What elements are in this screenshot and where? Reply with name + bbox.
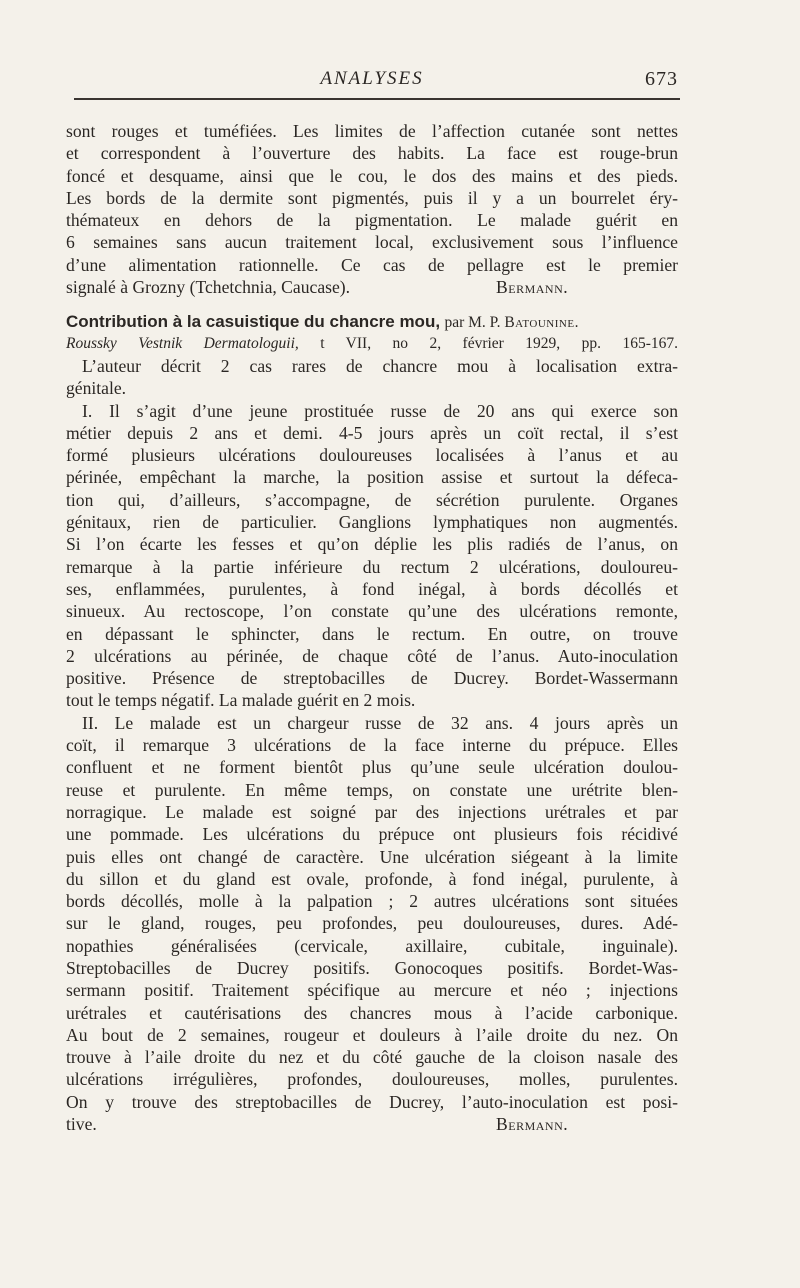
text-line: sont rouges et tuméfiées. Les limites de l’affection cutanée sont nettes (66, 121, 678, 141)
text-line: et correspondent à l’ouverture des habits. La face est rouge-brun (66, 143, 678, 164)
text-line: bords décollés, molle à la palpation ; 2 autres ulcérations sont situées (66, 891, 678, 912)
paragraph (66, 712, 678, 1113)
text-line: tion qui, d’ailleurs, s’accompagne, de sécrétion purulente. Organes (66, 489, 678, 510)
text-line: positive. Présence de streptobacilles de Ducrey. Bordet-Wassermann (66, 668, 678, 689)
article-2-citation-details: t VII, no 2, février 1929, pp. 165-167. (320, 334, 678, 352)
paragraph (66, 400, 678, 712)
text-line: II. Le malade est un chargeur russe de 32 ans. 4 jours après un (82, 712, 678, 733)
article-2-title: Contribution à la casuistique du chancre mou, (66, 312, 441, 332)
page-number: 673 (645, 68, 678, 90)
text-line: sur le gland, rouges, peu profondes, peu douloureuses, dures. Adé- (66, 913, 678, 934)
text-line: Au bout de 2 semaines, rougeur et douleurs à l’aile droite du nez. On (66, 1024, 678, 1045)
article-2 (66, 310, 678, 1135)
text-line: d’une alimentation rationnelle. Ce cas de pellagre est le premier (66, 254, 678, 275)
text-line: confluent et ne forment bientôt plus qu’une seule ulcération doulou- (66, 757, 678, 778)
article-1 (66, 120, 678, 298)
text-line: Les bords de la dermite sont pigmentés, puis il y a un bourrelet éry- (66, 187, 678, 208)
header-rule (74, 98, 680, 100)
text-line: 2 ulcérations au périnée, de chaque côté de l’anus. Auto-inoculation (66, 645, 678, 666)
text-line: urétrales et cautérisations des chancres mous à l’acide carbonique. (66, 1002, 678, 1023)
paragraph (66, 355, 678, 400)
text-line: trouve à l’aile droite du nez et du côté gauche de la cloison nasale des (66, 1047, 678, 1068)
text-line: ulcérations irrégulières, profondes, douloureuses, molles, purulentes. (66, 1069, 678, 1090)
text-line: thémateux en dehors de la pigmentation. Le malade guérit en (66, 210, 678, 231)
running-title: ANALYSES (320, 68, 424, 89)
article-1-last-text: signalé à Grozny (Tchetchnia, Caucase). (66, 277, 351, 298)
text-line: I. Il s’agit d’une jeune prostituée russe de 20 ans qui exerce son (82, 400, 678, 421)
text-line: formé plusieurs ulcérations douloureuses localisées à l’anus et au (66, 445, 678, 466)
text-line: puis elles ont changé de caractère. Une ulcération siégeant à la limite (66, 846, 678, 867)
text-line: reuse et purulente. En même temps, on constate une urétrite blen- (66, 779, 678, 800)
text-line: sinueux. Au rectoscope, l’on constate qu’une des ulcérations remonte, (66, 601, 678, 622)
section-spacer (66, 298, 678, 310)
article-2-final-text: tive. (66, 1114, 97, 1135)
article-1-lines (66, 120, 678, 276)
text-line: L’auteur décrit 2 cas rares de chancre mou à localisation extra- (82, 355, 678, 376)
text-line: tout le temps négatif. La malade guérit en 2 mois. (66, 690, 416, 711)
text-line: On y trouve des streptobacilles de Ducrey, l’auto-inoculation est posi- (66, 1091, 678, 1112)
article-2-journal: Roussky Vestnik Dermatologuii, (66, 334, 299, 352)
article-2-author (444, 314, 578, 331)
text-line: en dépassant le sphincter, dans le rectum. En outre, on trouve (66, 623, 678, 644)
text-line: génitale. (66, 378, 127, 399)
article-2-author-name: Batounine. (504, 314, 579, 332)
article-1-signature: Bermann. (496, 277, 569, 298)
running-head (66, 68, 678, 92)
text-line: sermann positif. Traitement spécifique au mercure et néo ; injections (66, 980, 678, 1001)
text-line: 6 semaines sans aucun traitement local, exclusivement sous l’influence (66, 232, 678, 253)
text-line: norragique. Le malade est soigné par des injections urétrales et par (66, 801, 678, 822)
text-line: nopathies généralisées (cervicale, axillaire, cubitale, inguinale). (66, 935, 678, 956)
body-text (66, 120, 678, 1135)
text-line: génitaux, rien de particulier. Ganglions lymphatiques non augmentés. (66, 512, 678, 533)
article-2-paragraphs (66, 355, 678, 1113)
article-2-heading (66, 310, 678, 332)
text-line: coït, il remarque 3 ulcérations de la face interne du prépuce. Elles (66, 735, 678, 756)
text-line: foncé et desquame, ainsi que le cou, le dos des mains et des pieds. (66, 165, 678, 186)
text-line: ses, enflammées, purulentes, à fond inégal, à bords décollés et (66, 578, 678, 599)
text-line: du sillon et du gland est ovale, profonde, à fond inégal, purulente, à (66, 868, 678, 889)
article-1-last-line (66, 276, 678, 298)
text-line: périnée, empêchant la marche, la position assise et surtout la défeca- (66, 467, 678, 488)
article-2-citation (66, 333, 678, 355)
text-line: une pommade. Les ulcérations du prépuce ont plusieurs fois récidivé (66, 824, 678, 845)
text-line: Si l’on écarte les fesses et qu’on déplie les plis radiés de l’anus, on (66, 534, 678, 555)
text-line: Streptobacilles de Ducrey positifs. Gonocoques positifs. Bordet-Was- (66, 957, 678, 978)
article-2-last-line (66, 1113, 678, 1135)
article-2-author-prefix: par M. P. (444, 314, 501, 332)
text-line: métier depuis 2 ans et demi. 4-5 jours après un coït rectal, il s’est (66, 422, 678, 443)
article-2-signature: Bermann. (496, 1114, 569, 1135)
text-line: remarque à la partie inférieure du rectum 2 ulcérations, douloureu- (66, 556, 678, 577)
